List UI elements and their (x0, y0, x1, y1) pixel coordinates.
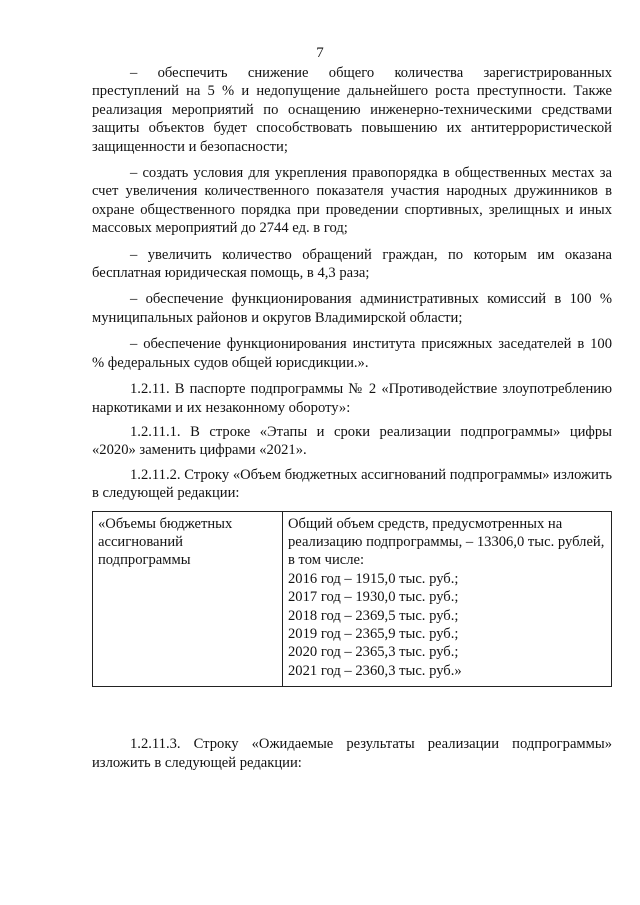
table-row (93, 511, 612, 687)
page-number: 7 (316, 45, 324, 61)
document-body (92, 64, 612, 778)
table-year-line: 2017 год – 1930,0 тыс. руб.; (288, 589, 459, 606)
table-cell-values (283, 511, 612, 687)
paragraph-1-2-11-3: 1.2.11.3. Строку «Ожидаемые результаты реализации подпрограммы» изложить в следующей редакции: (92, 736, 612, 771)
paragraph-1-2-11: 1.2.11. В паспорте подпрограммы № 2 «Противодействие злоупотреблению наркотиками и их незаконному обороту»: (92, 381, 612, 416)
budget-table (92, 511, 612, 688)
paragraph-1-2-11-1: 1.2.11.1. В строке «Этапы и сроки реализации подпрограммы» цифры «2020» заменить цифрами «2021». (92, 423, 612, 459)
paragraph-crime-reduction: – обеспечить снижение общего количества зарегистрированных преступлений на 5 % и недопущение дальнейшего роста преступности. Также реализация мероприятий по оснащению инженерно-техническими средствами защиты объектов будет способствовать повышению их антитеррористической защищенности и безопасности; (92, 65, 612, 155)
table-total-line: Общий объем средств, предусмотренных на реализацию подпрограммы, – 13306,0 тыс. рублей, в том числе: (288, 515, 605, 569)
paragraph-jurors: – обеспечение функционирования института присяжных заседателей в 100 % федеральных судов общей юрисдикции.». (92, 336, 612, 371)
paragraph-legal-aid: – увеличить количество обращений граждан, по которым им оказана бесплатная юридическая помощь, в 4,3 раза; (92, 246, 612, 282)
table-year-line: 2021 год – 2360,3 тыс. руб.» (288, 662, 462, 679)
paragraph-public-order: – создать условия для укрепления правопорядка в общественных местах за счет увеличения количественного показателя участия народных дружинников в охране общественного порядка при проведении спортивных, зрелищных и иных массовых мероприятий до 2744 ед. в год; (92, 165, 612, 237)
paragraph-1-2-11-2: 1.2.11.2. Строку «Объем бюджетных ассигнований подпрограммы» изложить в следующей редакции: (92, 466, 612, 502)
table-year-line: 2020 год – 2365,3 тыс. руб.; (288, 644, 459, 661)
table-cell-label: «Объемы бюджетных ассигнований подпрограммы (93, 511, 283, 687)
paragraph-admin-commissions: – обеспечение функционирования административных комиссий в 100 % муниципальных районов и округов Владимирской области; (92, 291, 612, 326)
table-year-line: 2018 год – 2369,5 тыс. руб.; (288, 607, 459, 624)
table-year-line: 2019 год – 2365,9 тыс. руб.; (288, 625, 459, 642)
table-year-line: 2016 год – 1915,0 тыс. руб.; (288, 570, 459, 587)
